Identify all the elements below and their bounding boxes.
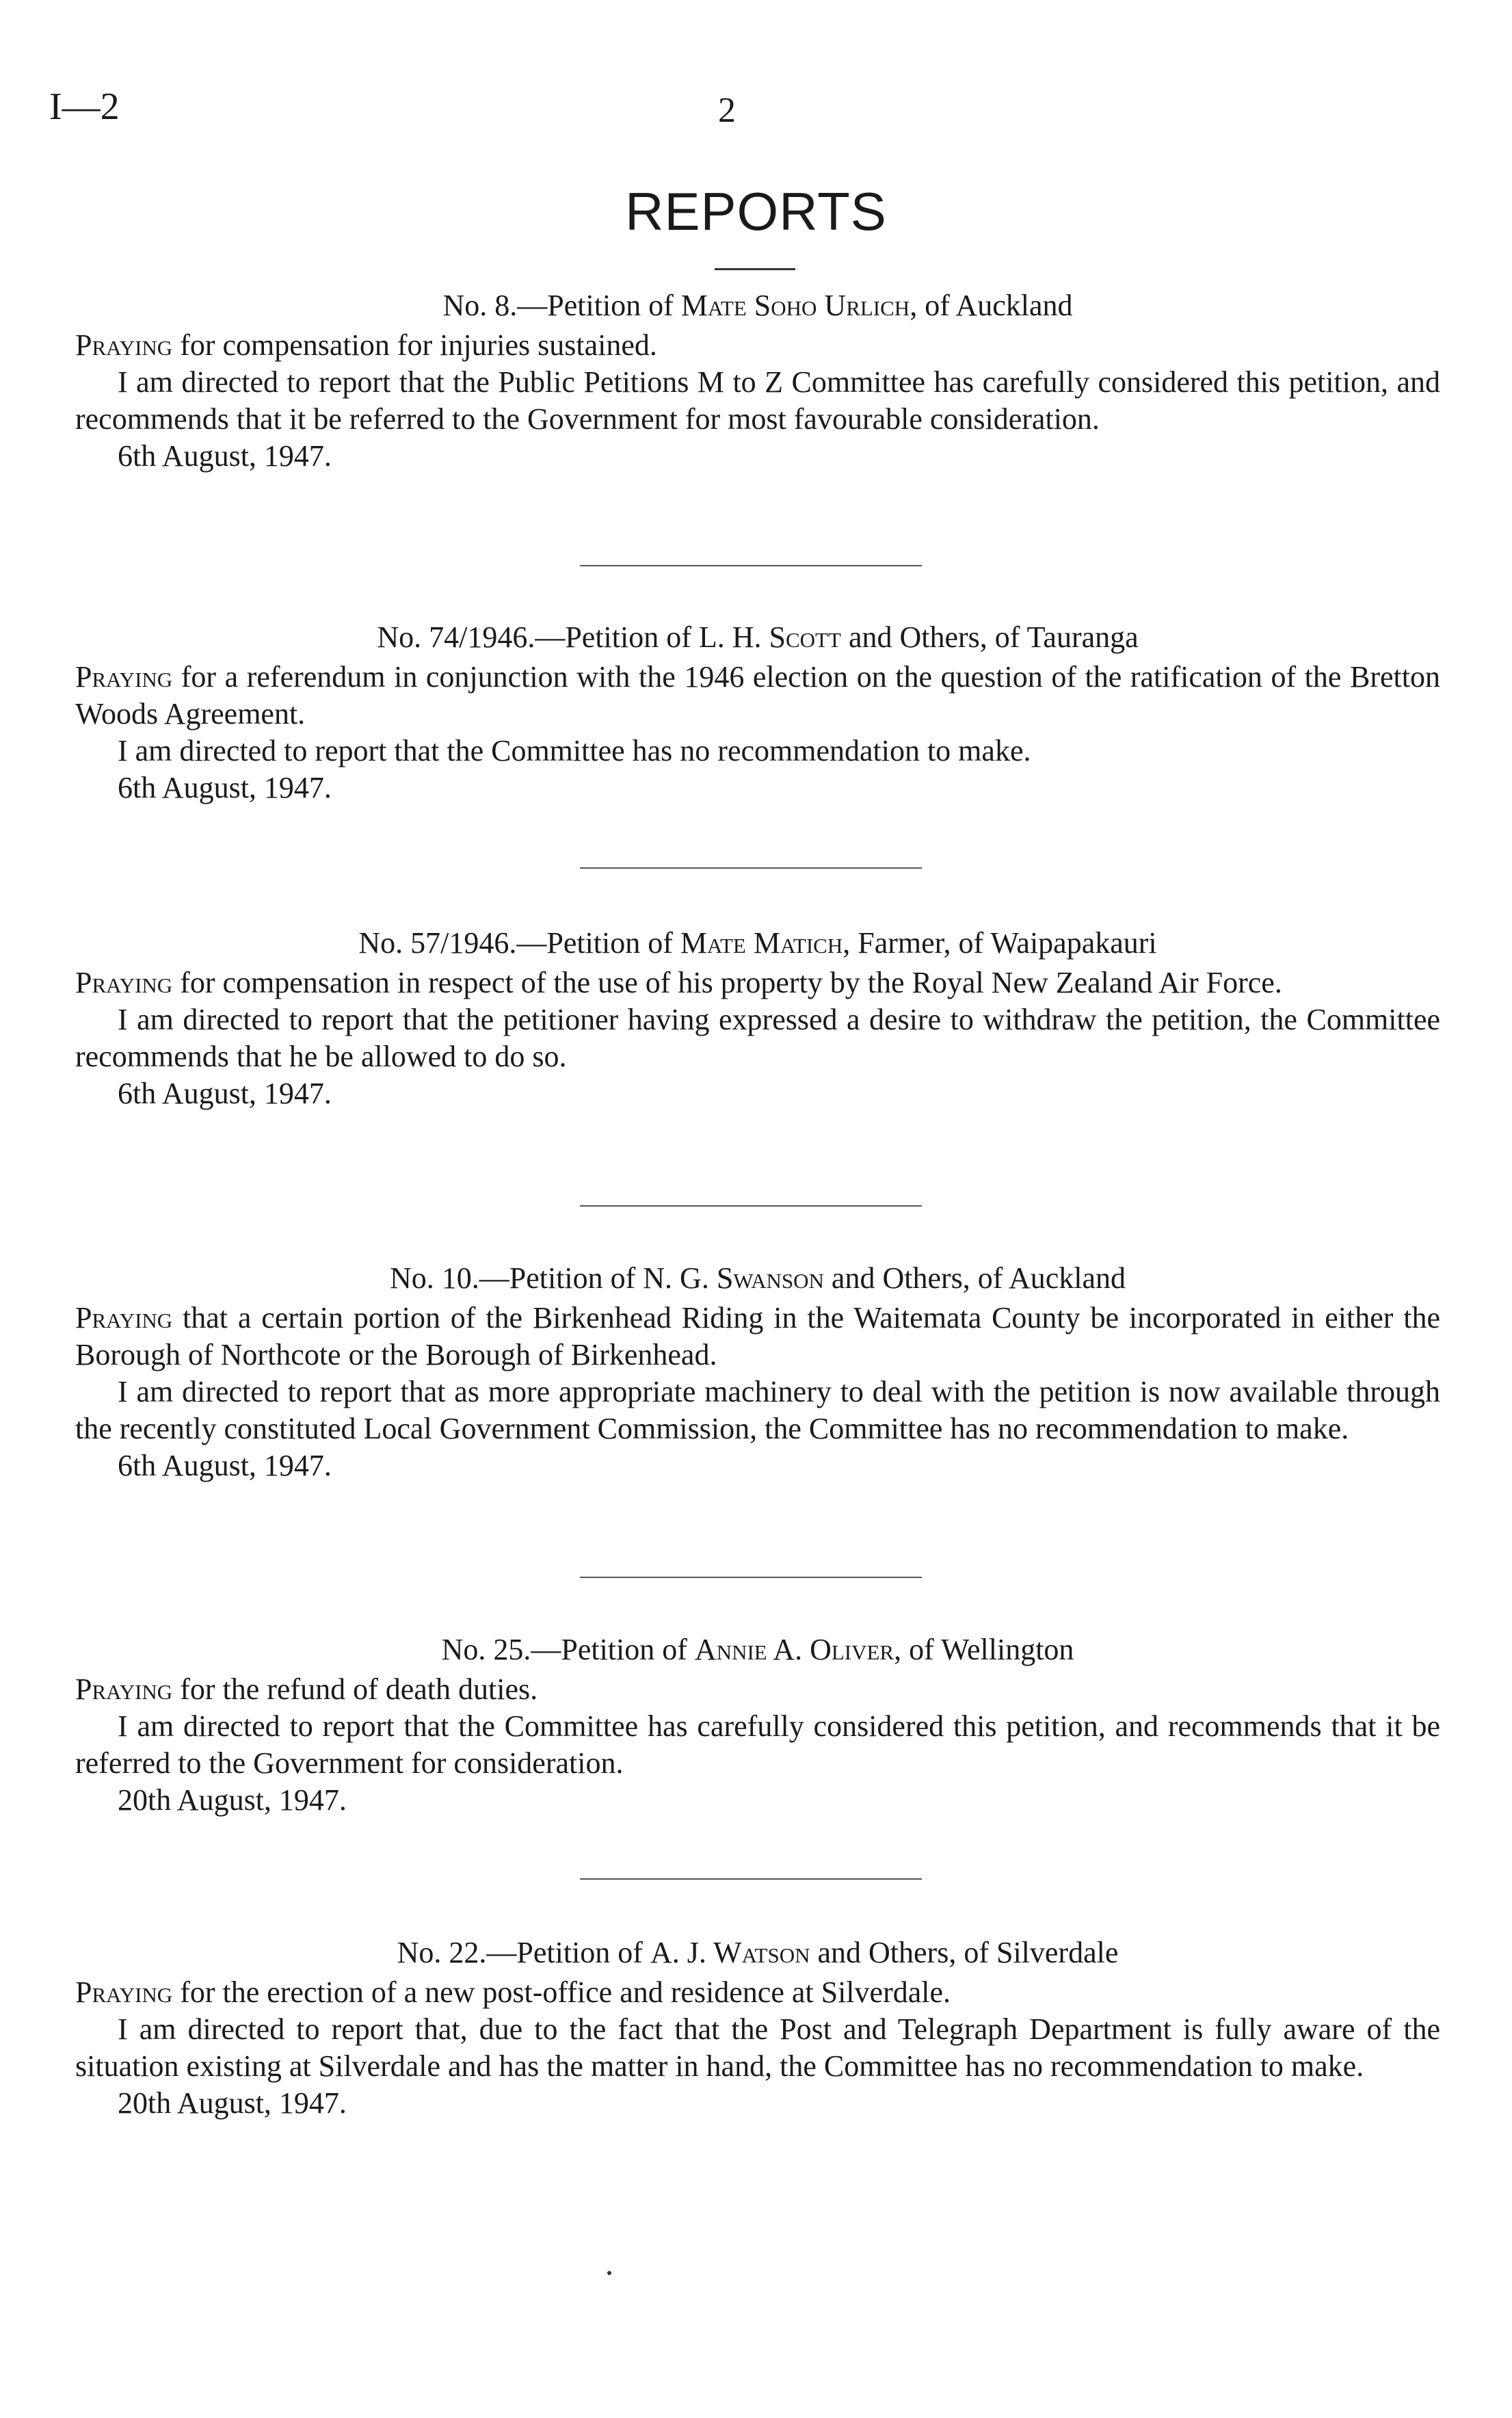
petition-section bbox=[75, 619, 1440, 806]
report-date: 6th August, 1947. bbox=[118, 771, 332, 804]
petition-praying bbox=[75, 1671, 1440, 1708]
praying-text: for compensation in respect of the use of his property by the Royal New Zealand Air Force. bbox=[172, 966, 1282, 999]
committee-report: I am directed to report that as more appropriate machinery to deal with the petition is now available through the recently constituted Local Government Commission, the Committee has no recommendation to make. bbox=[75, 1375, 1440, 1445]
petition-suffix: and Others, of Auckland bbox=[823, 1261, 1126, 1295]
report-date: 6th August, 1947. bbox=[118, 439, 332, 473]
committee-report: I am directed to report that the Committee has no recommendation to make. bbox=[118, 734, 1031, 767]
petition-heading bbox=[75, 619, 1440, 656]
petition-number: No. 57/1946. bbox=[358, 926, 517, 960]
praying-label: Praying bbox=[75, 328, 173, 362]
petition-section bbox=[75, 287, 1440, 475]
report-date: 20th August, 1947. bbox=[118, 1783, 347, 1817]
report-date: 20th August, 1947. bbox=[118, 2086, 347, 2120]
page-number: 2 bbox=[718, 91, 736, 130]
praying-label: Praying bbox=[75, 966, 173, 999]
praying-text: for a referendum in conjunction with the 1946 election on the question of the ratification of the Bretton Woods Agreement. bbox=[75, 660, 1440, 731]
petition-section bbox=[75, 1934, 1440, 2122]
committee-report: I am directed to report that, due to the fact that the Post and Telegraph Department is fully aware of the situation existing at Silverdale and has the matter in hand, the Committee has no recommendation to make. bbox=[75, 2012, 1440, 2083]
petitioner-name: Annie A. Oliver bbox=[694, 1633, 894, 1666]
petition-number: No. 25. bbox=[441, 1633, 531, 1666]
section-divider bbox=[580, 1577, 922, 1578]
petition-prefix: —Petition of bbox=[535, 620, 699, 654]
section-divider bbox=[580, 1205, 922, 1207]
petition-heading bbox=[75, 287, 1440, 324]
praying-label: Praying bbox=[75, 660, 173, 694]
petition-section bbox=[75, 1631, 1440, 1819]
praying-text: for the erection of a new post-office and residence at Silverdale. bbox=[172, 1975, 951, 2009]
petitioner-name: Mate Soho Urlich bbox=[680, 289, 910, 322]
petition-praying bbox=[75, 964, 1440, 1001]
document-reference: I—2 bbox=[49, 86, 120, 128]
petition-heading bbox=[75, 925, 1440, 962]
petition-number: No. 10. bbox=[389, 1261, 479, 1295]
section-divider bbox=[580, 867, 922, 869]
page-title: REPORTS bbox=[625, 181, 887, 241]
petition-heading bbox=[75, 1934, 1440, 1971]
petition-suffix: , of Wellington bbox=[894, 1633, 1074, 1666]
petitioner-name: L. H. Scott bbox=[698, 620, 841, 654]
petition-prefix: —Petition of bbox=[516, 926, 680, 960]
committee-report: I am directed to report that the Committee has carefully considered this petition, and recommends that it be referred to the Government for consideration. bbox=[75, 1709, 1440, 1780]
praying-text: for the refund of death duties. bbox=[172, 1672, 538, 1706]
petitioner-name: N. G. Swanson bbox=[643, 1261, 824, 1295]
petition-praying bbox=[75, 327, 1440, 364]
petition-heading bbox=[75, 1631, 1440, 1668]
petitioner-name: A. J. Watson bbox=[650, 1936, 810, 1969]
petition-prefix: —Petition of bbox=[517, 289, 681, 322]
petition-suffix: and Others, of Tauranga bbox=[840, 620, 1139, 654]
praying-text: that a certain portion of the Birkenhead Riding in the Waitemata County be incorporated in either the Borough of Northcote or the Borough of Birkenhead. bbox=[75, 1301, 1440, 1371]
report-date: 6th August, 1947. bbox=[118, 1449, 332, 1482]
section-divider bbox=[580, 565, 922, 566]
petitioner-name: Mate Matich bbox=[680, 926, 843, 960]
petition-suffix: , of Auckland bbox=[910, 289, 1073, 322]
committee-report: I am directed to report that the petitioner having expressed a desire to withdraw the petition, the Committee recommends that he be allowed to do so. bbox=[75, 1003, 1440, 1073]
petition-prefix: —Petition of bbox=[479, 1261, 644, 1295]
petition-praying bbox=[75, 1300, 1440, 1374]
report-date: 6th August, 1947. bbox=[118, 1077, 332, 1110]
praying-text: for compensation for injuries sustained. bbox=[172, 328, 657, 362]
praying-label: Praying bbox=[75, 1301, 173, 1335]
petition-prefix: —Petition of bbox=[486, 1936, 650, 1969]
petition-heading bbox=[75, 1260, 1440, 1297]
petition-prefix: —Petition of bbox=[531, 1633, 695, 1666]
petition-section bbox=[75, 925, 1440, 1112]
title-underline bbox=[715, 268, 795, 270]
committee-report: I am directed to report that the Public Petitions M to Z Committee has carefully considered this petition, and recommends that it be referred to the Government for most favourable consideration. bbox=[75, 365, 1440, 436]
petition-suffix: , Farmer, of Waipapakauri bbox=[843, 926, 1157, 960]
petition-number: No. 8. bbox=[442, 289, 518, 322]
petition-number: No. 74/1946. bbox=[377, 620, 535, 654]
petition-suffix: and Others, of Silverdale bbox=[810, 1936, 1119, 1969]
print-speck bbox=[607, 2271, 611, 2275]
section-divider bbox=[580, 1878, 922, 1880]
petition-section bbox=[75, 1260, 1440, 1484]
petition-praying bbox=[75, 659, 1440, 733]
praying-label: Praying bbox=[75, 1672, 173, 1706]
petition-number: No. 22. bbox=[397, 1936, 487, 1969]
praying-label: Praying bbox=[75, 1975, 173, 2009]
petition-praying bbox=[75, 1974, 1440, 2011]
